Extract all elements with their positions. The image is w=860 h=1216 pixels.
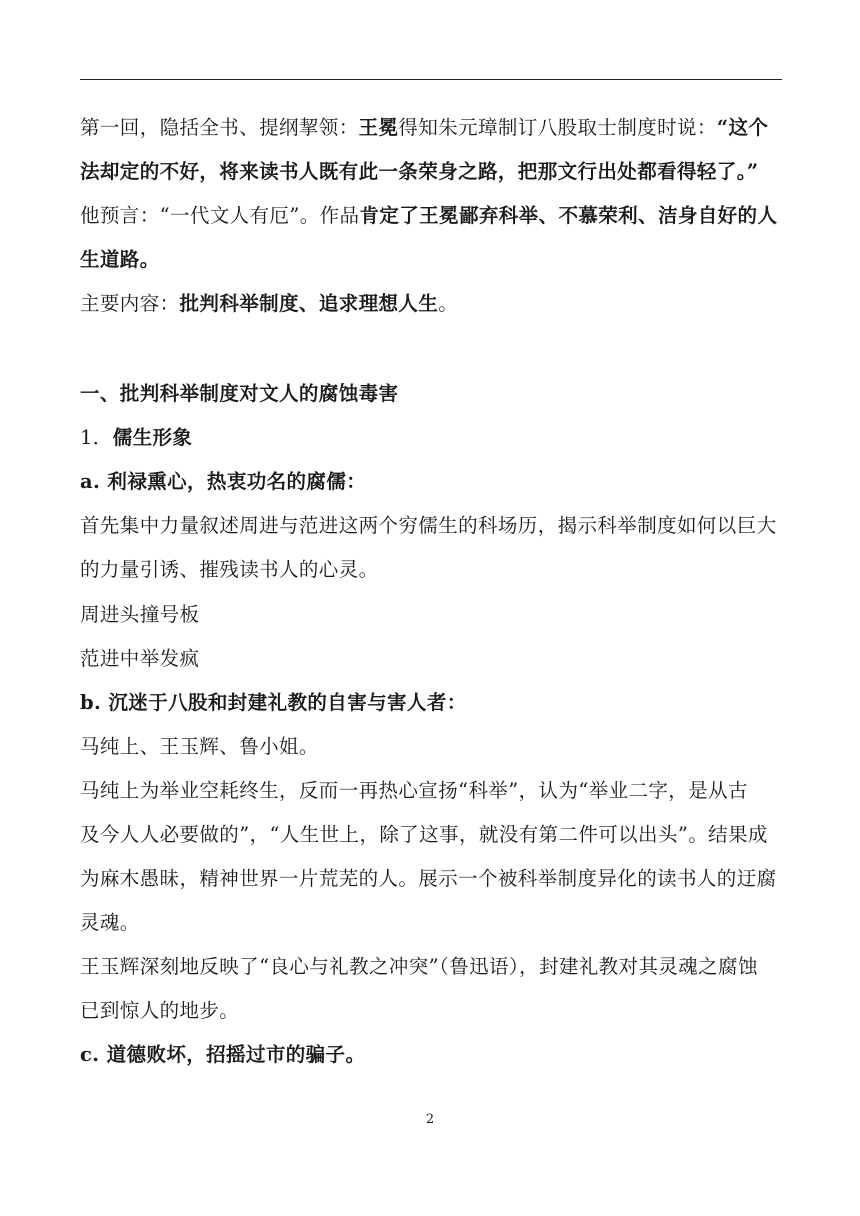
- para1-line4: 生道路。: [80, 248, 160, 271]
- section1-heading: 一、批判科举制度对文人的腐蚀毒害: [80, 382, 399, 405]
- item-a-line2: 的力量引诱、摧残读书人的心灵。: [80, 558, 379, 581]
- item-b-names: 马纯上、王玉辉、鲁小姐。: [80, 735, 319, 758]
- item-b-para2-line1: 王玉辉深刻地反映了“良心与礼教之冲突”（鲁迅语），封建礼教对其灵魂之腐蚀: [80, 955, 758, 978]
- page-number: 2: [425, 1112, 435, 1127]
- para1-line2: 法却定的不好，将来读书人既有此一条荣身之路，把那文行出处都看得轻了。”: [80, 160, 759, 183]
- item-b-para1-line3: 为麻木愚昧，精神世界一片荒芜的人。展示一个被科举制度异化的读书人的迂腐: [80, 867, 777, 890]
- item-b-para1-line1: 马纯上为举业空耗终生，反而一再热心宣扬“科举”，认为“举业二字，是从古: [80, 779, 748, 802]
- item-b-para1-line2: 及今人人必要做的”，“人生世上，除了这事，就没有第二件可以出头”。结果成: [80, 823, 768, 846]
- item-c-heading: c. 道德败坏，招摇过市的骗子。: [80, 1043, 366, 1066]
- item-a-line1: 首先集中力量叙述周进与范进这两个穷儒生的科场历，揭示科举制度如何以巨大: [80, 514, 777, 537]
- para1-line3: 他预言：“一代文人有厄”。作品肯定了王冕鄙弃科举、不慕荣利、洁身自好的人: [80, 204, 778, 227]
- para1-line1: 第一回，隐括全书、提纲挈领：王冕得知朱元璋制订八股取士制度时说：“这个: [80, 116, 769, 139]
- item-a-example2: 范进中举发疯: [80, 647, 200, 670]
- header-rule: [80, 79, 782, 80]
- main-content-line: 主要内容：批判科举制度、追求理想人生。: [80, 292, 459, 315]
- sub1-heading: 1．儒生形象: [80, 426, 193, 449]
- item-b-heading: b. 沉迷于八股和封建礼教的自害与害人者：: [80, 691, 467, 714]
- item-b-para2-line2: 已到惊人的地步。: [80, 999, 240, 1022]
- item-a-heading: a. 利禄熏心，热衷功名的腐儒：: [80, 470, 367, 493]
- item-a-example1: 周进头撞号板: [80, 603, 200, 626]
- item-b-para1-line4: 灵魂。: [80, 911, 140, 934]
